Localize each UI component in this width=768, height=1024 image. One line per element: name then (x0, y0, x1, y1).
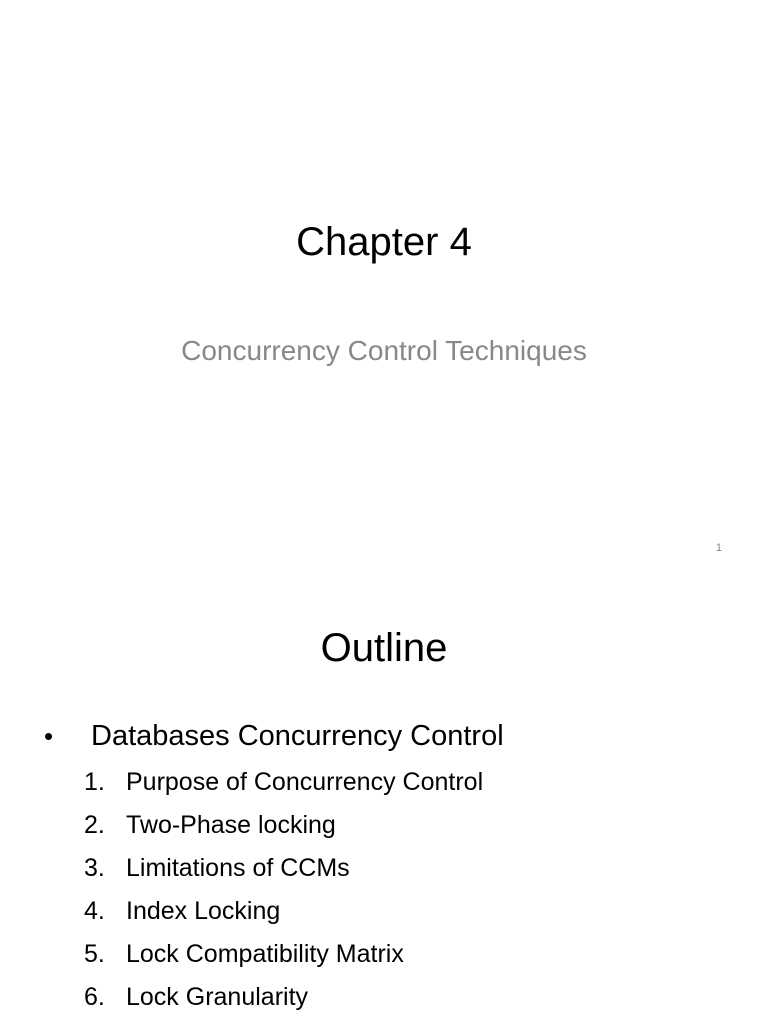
list-item (0, 809, 768, 852)
list-item-text: Limitations of CCMs (126, 854, 350, 882)
list-item-text: Two-Phase locking (126, 811, 336, 839)
list-item (0, 852, 768, 895)
list-item-number: 3. (84, 854, 105, 882)
list-item-number: 2. (84, 811, 105, 839)
outline-title: Outline (320, 626, 448, 670)
list-item-number: 6. (84, 983, 105, 1011)
outline-numbered-list (0, 766, 768, 1024)
list-item (0, 981, 768, 1024)
list-item (0, 766, 768, 809)
chapter-subtitle: Concurrency Control Techniques (181, 335, 587, 366)
list-item-text: Index Locking (126, 897, 281, 925)
bullet-text: Databases Concurrency Control (91, 720, 504, 752)
list-item-text: Lock Granularity (126, 983, 309, 1011)
list-item-text: Lock Compatibility Matrix (126, 940, 404, 968)
list-item (0, 895, 768, 938)
list-item (0, 938, 768, 981)
outline-slide (0, 576, 768, 1024)
chapter-title: Chapter 4 (296, 220, 472, 264)
list-item-number: 1. (84, 768, 105, 796)
outline-bullet (0, 714, 768, 762)
bullet-marker: • (44, 721, 54, 751)
list-item-text: Purpose of Concurrency Control (126, 768, 484, 796)
slide-page-number: 1 (715, 542, 722, 554)
list-item-number: 4. (84, 897, 105, 925)
outline-bullet-list (0, 714, 768, 762)
list-item-number: 5. (84, 940, 105, 968)
